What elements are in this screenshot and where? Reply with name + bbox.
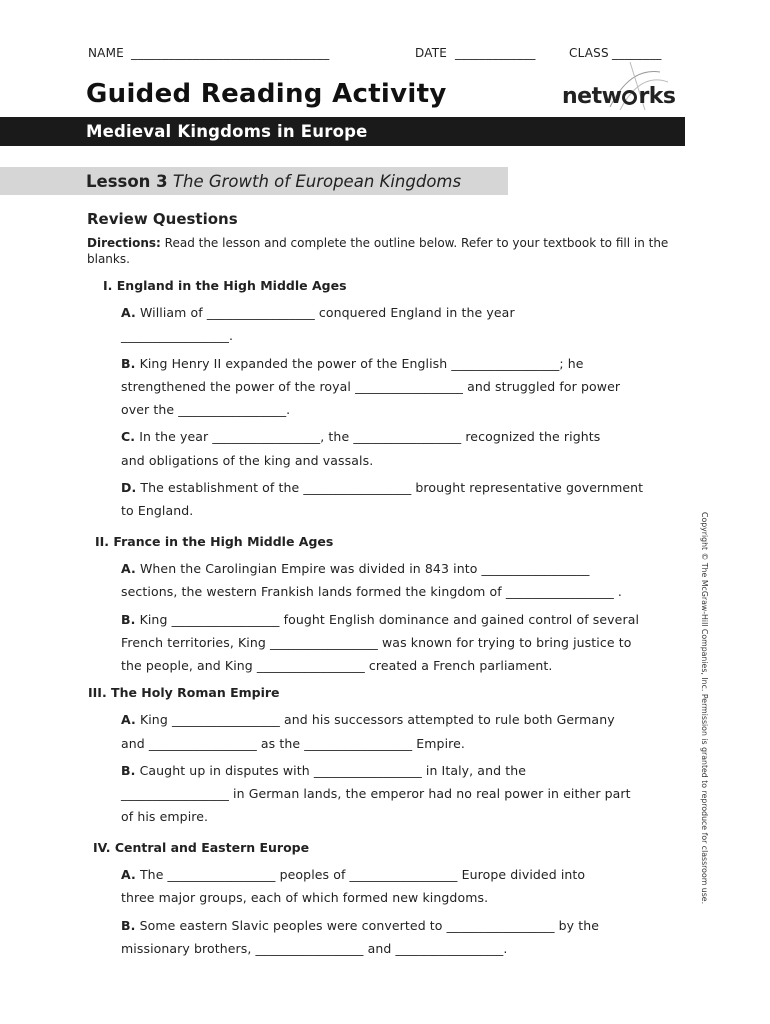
- lesson-number: Lesson 3: [86, 172, 168, 191]
- lesson-heading: [86, 172, 461, 191]
- blank-line-text[interactable]: strengthened the power of the royal _________________ and struggled for power: [121, 379, 621, 394]
- item-letter: B.: [121, 612, 136, 627]
- item-letter: D.: [121, 480, 137, 495]
- blank-line-text[interactable]: French territories, King _________________ was known for trying to bring justice to: [121, 635, 632, 650]
- outline-line: [121, 612, 639, 627]
- class-blank[interactable]: ________: [612, 46, 662, 60]
- outline-line: [121, 712, 615, 727]
- outline-line: [121, 429, 600, 444]
- blank-line-text[interactable]: and _________________ as the _________________ Empire.: [121, 736, 465, 751]
- section-heading: III. The Holy Roman Empire: [88, 685, 280, 700]
- section-heading: IV. Central and Eastern Europe: [93, 840, 310, 855]
- lesson-title: The Growth of European Kingdoms: [172, 172, 462, 191]
- blank-line-text[interactable]: When the Carolingian Empire was divided in 843 into _________________: [139, 561, 590, 576]
- blank-line-text[interactable]: William of _________________ conquered England in the year: [139, 305, 515, 320]
- blank-line-text[interactable]: Some eastern Slavic peoples were converted to _________________ by the: [139, 918, 600, 933]
- outline-line: [121, 890, 488, 905]
- item-letter: A.: [121, 305, 136, 320]
- blank-line-text[interactable]: King _________________ and his successors attempted to rule both Germany: [139, 712, 615, 727]
- item-letter: B.: [121, 918, 136, 933]
- static-line-text: of his empire.: [121, 809, 209, 824]
- blank-line-text[interactable]: missionary brothers, _________________ and _________________.: [121, 941, 508, 956]
- outline-line: [121, 402, 290, 417]
- outline-line: [121, 763, 526, 778]
- blank-line-text[interactable]: In the year _________________, the _________________ recognized the rights: [139, 429, 601, 444]
- item-letter: C.: [121, 429, 136, 444]
- outline-line: [121, 809, 208, 824]
- directions-text: Read the lesson and complete the outline below. Refer to your textbook to fill in the blanks.: [87, 236, 669, 266]
- review-heading: Review Questions: [87, 210, 238, 228]
- blank-line-text[interactable]: Caught up in disputes with _________________ in Italy, and the: [139, 763, 527, 778]
- logo-text-end: rks: [638, 84, 676, 109]
- blank-line-text[interactable]: The _________________ peoples of _________________ Europe divided into: [139, 867, 586, 882]
- date-label: DATE: [415, 46, 448, 60]
- outline-line: [121, 356, 584, 371]
- page-title: Guided Reading Activity: [86, 79, 447, 109]
- blank-line-text[interactable]: _________________.: [121, 328, 234, 343]
- blank-line-text[interactable]: The establishment of the _________________ brought representative government: [140, 480, 644, 495]
- class-label: CLASS: [569, 46, 609, 60]
- outline-line: [121, 584, 622, 599]
- item-letter: A.: [121, 867, 136, 882]
- outline-line: [121, 635, 631, 650]
- outline-line: [121, 736, 465, 751]
- outline-line: [121, 918, 599, 933]
- outline-line: [121, 941, 507, 956]
- blank-line-text[interactable]: the people, and King _________________ created a French parliament.: [121, 658, 553, 673]
- directions: [87, 236, 677, 267]
- static-line-text: three major groups, each of which formed new kingdoms.: [121, 890, 489, 905]
- outline-line: [121, 480, 643, 495]
- chapter-title: Medieval Kingdoms in Europe: [86, 122, 368, 141]
- name-label: NAME: [88, 46, 124, 60]
- blank-line-text[interactable]: King _________________ fought English dominance and gained control of several: [139, 612, 640, 627]
- directions-label: Directions:: [87, 236, 161, 250]
- outline-line: [121, 453, 373, 468]
- outline-line: [121, 561, 589, 576]
- outline-line: [121, 379, 620, 394]
- outline-line: [121, 503, 193, 518]
- date-blank[interactable]: _____________: [455, 46, 536, 60]
- outline-line: [121, 867, 585, 882]
- section-heading: II. France in the High Middle Ages: [95, 534, 334, 549]
- blank-line-text[interactable]: sections, the western Frankish lands formed the kingdom of _________________ .: [121, 584, 622, 599]
- logo-text-start: netw: [562, 84, 622, 109]
- outline-line: [121, 786, 631, 801]
- outline-line: [121, 305, 515, 320]
- static-line-text: and obligations of the king and vassals.: [121, 453, 374, 468]
- blank-line-text[interactable]: over the _________________.: [121, 402, 291, 417]
- globe-ring-icon: [622, 90, 637, 105]
- blank-line-text[interactable]: _________________ in German lands, the emperor had no real power in either part: [121, 786, 631, 801]
- item-letter: A.: [121, 712, 136, 727]
- copyright-notice: [697, 512, 709, 912]
- item-letter: B.: [121, 356, 136, 371]
- copyright-text: Copyright © The McGraw-Hill Companies, Inc. Permission is granted to reproduce for classroom use.: [700, 512, 709, 905]
- networks-logo: [562, 84, 676, 109]
- item-letter: A.: [121, 561, 136, 576]
- blank-line-text[interactable]: King Henry II expanded the power of the English _________________; he: [139, 356, 584, 371]
- item-letter: B.: [121, 763, 136, 778]
- outline-line: [121, 658, 552, 673]
- name-blank[interactable]: ________________________________: [131, 46, 330, 60]
- static-line-text: to England.: [121, 503, 194, 518]
- outline-line: [121, 328, 233, 343]
- section-heading: I. England in the High Middle Ages: [103, 278, 347, 293]
